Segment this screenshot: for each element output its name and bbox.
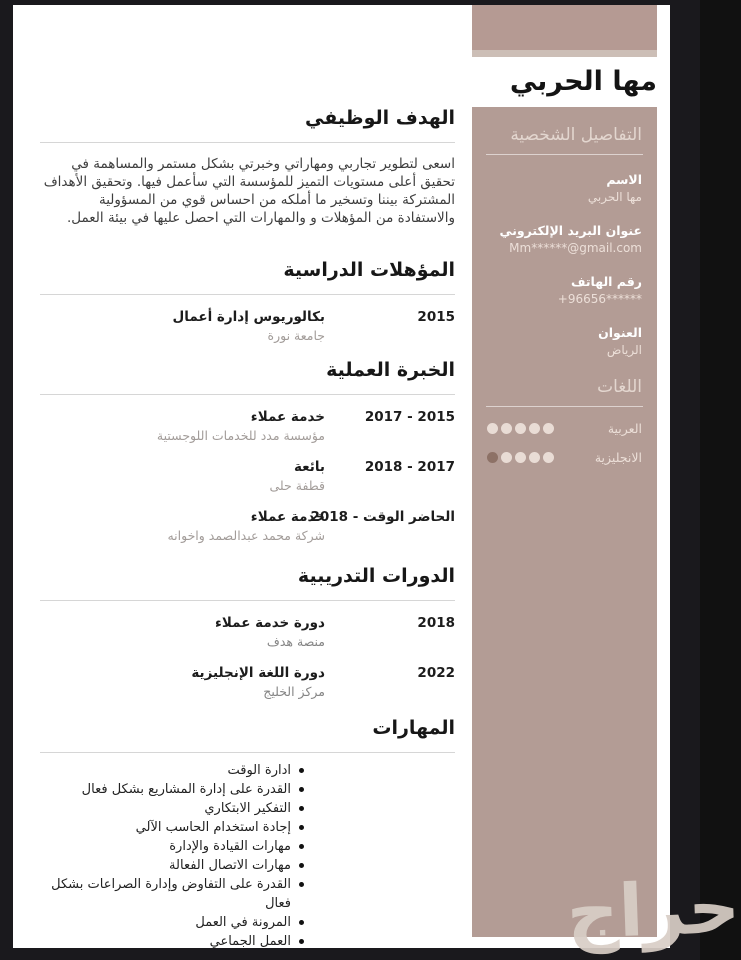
experience-entry (40, 507, 455, 545)
field-name (487, 171, 642, 206)
sidebar-divider (486, 154, 643, 155)
field-address-value: الرياض (606, 343, 642, 357)
skill-item: العمل الجماعي (40, 932, 305, 951)
course-entry-title: دورة خدمة عملاء (215, 615, 325, 631)
language-english-rating-dots (487, 452, 554, 463)
experience-entry-title: خدمة عملاء (250, 409, 325, 425)
main-column (40, 105, 455, 951)
course-entry-org: منصة هدف (266, 634, 325, 649)
resume-page (13, 5, 670, 948)
sidebar (472, 107, 657, 937)
skill-item: مهارات القيادة والإدارة (40, 837, 305, 856)
course-entry (40, 613, 455, 651)
skill-item: مهارات الاتصال الفعالة (40, 856, 305, 875)
objective-text: اسعى لتطوير تجاربي ومهاراتي وخبرتي بشكل مستمر والمساهمة في تحقيق أعلى مستويات التميز للمؤسسة التي سأعمل فيها. وتحقيق الأهداف المشتركة بيننا وتسخير ما أملكه من احساس قوي من المسؤولية والاستفادة من المؤهلات و والمهارات التي احصل عليها في بيئة العمل. (43, 156, 455, 226)
field-phone-label: رقم الهاتف (570, 274, 642, 289)
section-title-courses: الدورات التدريبية (297, 565, 455, 587)
section-rule (40, 752, 455, 753)
field-address-label: العنوان (598, 325, 642, 340)
sidebar-top-block (472, 5, 657, 50)
experience-entry-title: خدمة عملاء (250, 509, 325, 525)
languages-title: اللغات (597, 377, 642, 397)
field-phone (487, 273, 642, 308)
course-entry (40, 663, 455, 701)
experience-entry-date: 2018 - الوقت الحاضر (310, 509, 455, 525)
course-entry-date: 2018 (417, 615, 455, 631)
experience-entry-org: مؤسسة مدد للخدمات اللوجستية (156, 428, 325, 443)
personal-details-title: التفاصيل الشخصية (510, 125, 642, 145)
section-title-experience: الخبرة العملية (326, 359, 455, 381)
experience-entry-org: شركة محمد عبدالصمد واخوانه (167, 528, 325, 543)
field-email-value: Mm******@gmail.com (509, 241, 642, 255)
section-title-education: المؤهلات الدراسية (283, 259, 455, 281)
education-entry-org: جامعة نورة (267, 328, 325, 343)
skill-item: إجادة استخدام الحاسب الآلي (40, 818, 305, 837)
course-entry-title: دورة اللغة الإنجليزية (191, 665, 325, 681)
language-english-label: الانجليزية (594, 450, 642, 465)
experience-entry-title: بائعة (293, 459, 325, 475)
language-row-arabic (487, 421, 642, 436)
section-rule (40, 294, 455, 295)
course-entry-date: 2022 (417, 665, 455, 681)
section-rule (40, 600, 455, 601)
experience-entry (40, 407, 455, 445)
section-title-objective: الهدف الوظيفي (305, 107, 455, 129)
education-entry-title: بكالوريوس إدارة أعمال (172, 309, 325, 325)
person-name: مها الحربي (509, 66, 657, 98)
sidebar-divider (486, 406, 643, 407)
field-phone-value: +96656****** (557, 292, 642, 306)
experience-entry-date: 2015 - 2017 (364, 409, 455, 425)
language-arabic-rating-dots (487, 423, 554, 434)
skill-item: ادارة الوقت (40, 761, 305, 780)
experience-entry (40, 457, 455, 495)
languages-section (472, 377, 657, 465)
language-arabic-label: العربية (607, 421, 642, 436)
language-row-english (487, 450, 642, 465)
field-email (487, 222, 642, 257)
field-name-value: مها الحربي (587, 190, 642, 204)
section-rule (40, 394, 455, 395)
section-rule (40, 142, 455, 143)
sidebar-top-strip (472, 50, 657, 57)
name-band (213, 57, 657, 107)
education-entry (40, 307, 455, 345)
education-entry-date: 2015 (417, 309, 455, 325)
field-name-label: الاسم (606, 172, 642, 187)
experience-entry-org: قطفة حلى (269, 478, 325, 493)
field-address (487, 324, 642, 359)
section-title-skills: المهارات (372, 717, 455, 739)
skills-list (40, 761, 305, 951)
experience-entry-date: 2017 - 2018 (364, 459, 455, 475)
course-entry-org: مركز الخليج (263, 684, 325, 699)
field-email-label: عنوان البريد الإلكتروني (499, 223, 642, 238)
haraj-watermark: حراج (565, 864, 741, 955)
skill-item: القدرة على التفاوض وإدارة الصراعات بشكل فعال (40, 875, 305, 913)
skill-item: القدرة على إدارة المشاريع بشكل فعال (40, 780, 305, 799)
skill-item: التفكير الابتكاري (40, 799, 305, 818)
skill-item: المرونة في العمل (40, 913, 305, 932)
